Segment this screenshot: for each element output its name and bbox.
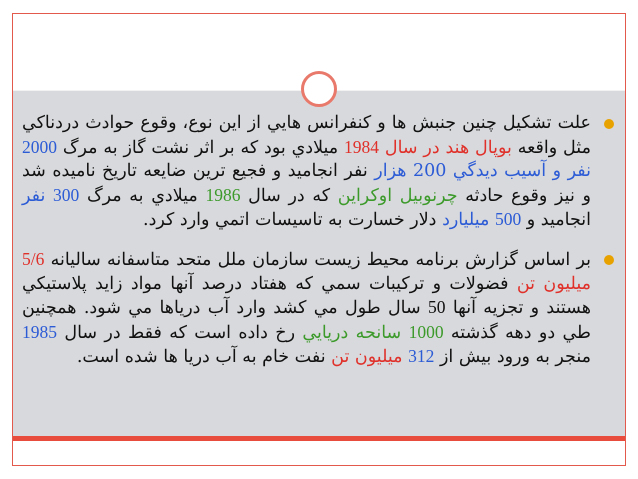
bullet-dot-icon bbox=[604, 119, 614, 129]
text-run: انجاميد و bbox=[526, 210, 591, 231]
highlight-number: 2000 bbox=[22, 136, 57, 157]
highlight-year: 1986 bbox=[205, 184, 241, 205]
text-run: نفت خام به آب دريا ها شده است. bbox=[76, 347, 326, 368]
highlight-year: 1984 bbox=[344, 136, 380, 157]
highlight-number: 1000 bbox=[408, 321, 444, 342]
text-run: نفر انجاميد و فجيع ترين ضايعه تاريخ ناميده شد و نيز وقوع حادثه bbox=[22, 161, 591, 206]
bullet-item-2 bbox=[22, 248, 617, 370]
text-run: علت تشكيل چنين جنبش ها و كنفرانس هايي از اين نوع، وقوع حوادث دردناكي مثل واقعه bbox=[22, 113, 591, 158]
highlight-number: 300 bbox=[53, 184, 80, 205]
highlight-number: 5/6 bbox=[22, 248, 45, 269]
highlight-text: نفر bbox=[22, 185, 46, 206]
bullet-item-1 bbox=[22, 112, 617, 233]
text-run: ميلادي بود كه بر اثر نشت گاز به مرگ bbox=[62, 137, 339, 158]
highlight-year: 1985 bbox=[22, 321, 57, 342]
bullet-list bbox=[22, 112, 617, 370]
text-run: بر اساس گزارش برنامه محيط زيست سازمان ملل متحد متاسفانه ساليانه bbox=[50, 249, 591, 270]
bullet-dot-icon bbox=[604, 255, 614, 265]
number-run: 50 bbox=[428, 297, 446, 318]
text-run: دلار خسارت به تاسيسات اتمي وارد كرد. bbox=[143, 210, 437, 231]
highlight-text: ميليارد bbox=[442, 210, 490, 231]
highlight-place: چرنوبيل اوكراين bbox=[337, 185, 458, 206]
highlight-place: بوپال هند در سال bbox=[384, 137, 512, 158]
text-run: ميلادي به مرگ bbox=[86, 185, 198, 206]
text-run: رخ داده است كه فقط در سال bbox=[64, 322, 296, 343]
highlight-text: ميليون تن bbox=[331, 347, 403, 368]
text-run: منجر به ورود بيش از bbox=[439, 347, 591, 368]
highlight-text: سانحه دريايي bbox=[302, 322, 402, 343]
text-run: كه در سال bbox=[248, 185, 331, 206]
highlight-number: 500 bbox=[494, 209, 522, 230]
highlight-number: 200 هزار bbox=[374, 161, 447, 182]
highlight-text: نفر و آسيب ديدگي bbox=[452, 161, 591, 182]
highlight-number: 312 bbox=[408, 346, 435, 367]
circle-ornament-icon bbox=[301, 71, 337, 107]
text-run: سال طول مي كشد وارد آب درياها مي شود. همچنين طي دو دهه گذشته bbox=[22, 298, 591, 343]
text-run: فضولات و تركيبات سمي كه هفتاد درصد آنها مواد زايد پلاستيكي هستند و تجزيه آنها bbox=[22, 273, 591, 319]
highlight-text: ميليون تن bbox=[516, 273, 591, 294]
